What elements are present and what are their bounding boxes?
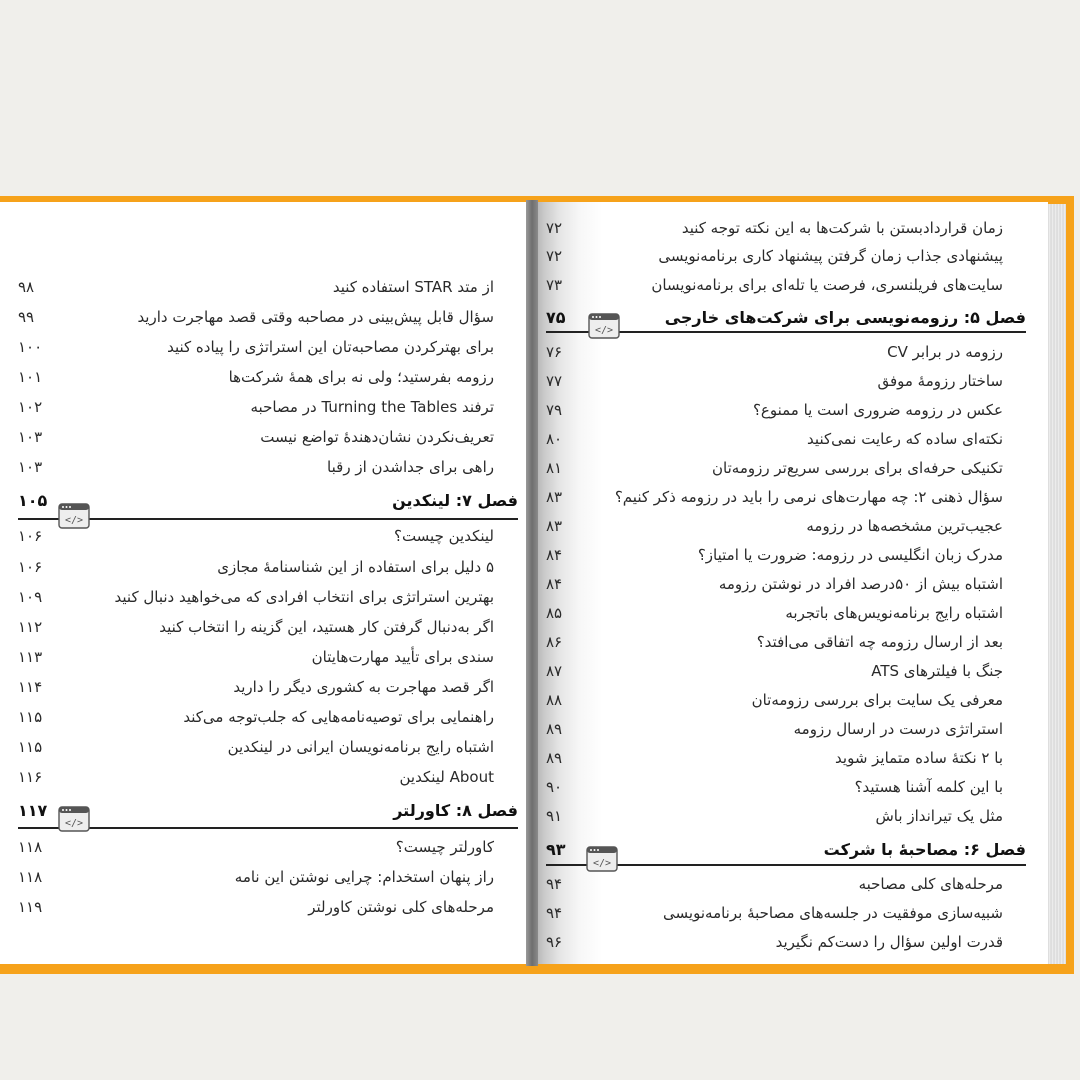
- entry-page-number: ۸۵: [546, 604, 563, 622]
- entry-title: استراتژی درست در ارسال رزومه: [793, 720, 1003, 738]
- entry-title: راز پنهان استخدام: چرایی نوشتن این نامه: [234, 868, 494, 886]
- entry-page-number: ۸۹: [546, 749, 563, 767]
- toc-entry: [573, 687, 1003, 713]
- entry-title: مدرک زبان انگلیسی در رزومه: ضرورت یا امتیاز؟: [697, 546, 1003, 564]
- toc-entry: [573, 900, 1003, 926]
- chapter-title: فصل ۷: لینکدین: [392, 491, 518, 510]
- entry-page-number: ۱۱۳: [18, 648, 43, 666]
- entry-page-number: ۸۱: [546, 459, 563, 477]
- entry-page-number: ۱۱۵: [18, 738, 43, 756]
- entry-title: ۵ دلیل برای استفاده از این شناسنامهٔ مجازی: [217, 558, 494, 576]
- entry-page-number: ۸۳: [546, 517, 563, 535]
- entry-page-number: ۱۱۹: [18, 898, 43, 916]
- code-window-icon: [586, 846, 618, 872]
- entry-title: تعریف‌نکردن نشان‌دهندهٔ تواضع نیست: [260, 428, 494, 446]
- toc-entry: [573, 929, 1003, 955]
- toc-entry: [24, 864, 494, 890]
- toc-entry: [573, 484, 1003, 510]
- entry-title: معرفی یک سایت برای بررسی رزومه‌تان: [751, 691, 1003, 709]
- book-spine: [526, 200, 538, 966]
- chapter-heading: [218, 488, 518, 514]
- toc-entry: [573, 455, 1003, 481]
- entry-title: جنگ با فیلترهای ATS: [871, 662, 1003, 680]
- entry-title: اگر به‌دنبال گرفتن کار هستید، این گزینه را انتخاب کنید: [159, 618, 494, 636]
- entry-title: شبیه‌سازی موفقیت در جلسه‌های مصاحبهٔ برنامه‌نویسی: [663, 904, 1003, 922]
- entry-title: بعد از ارسال رزومه چه اتفاقی می‌افتد؟: [756, 633, 1003, 651]
- entry-title: زمان قراردادبستن با شرکت‌ها به این نکته توجه کنید: [681, 219, 1003, 237]
- entry-title: راهنمایی برای توصیه‌نامه‌هایی که جلب‌توجه می‌کند: [183, 708, 494, 726]
- chapter-divider: [18, 518, 518, 520]
- entry-title: About لینکدین: [399, 768, 494, 786]
- left-page: [0, 202, 530, 964]
- entry-title: سؤال قابل پیش‌بینی در مصاحبه وقتی قصد مهاجرت دارید: [137, 308, 494, 326]
- entry-title: پیشنهادی جذاب زمان گرفتن پیشنهاد کاری برنامه‌نویسی: [658, 247, 1003, 265]
- right-page: [532, 202, 1048, 964]
- toc-entry: [573, 600, 1003, 626]
- toc-entry: [573, 368, 1003, 394]
- svg-text:</>: </>: [592, 858, 612, 869]
- entry-page-number: ۹۶: [546, 933, 563, 951]
- toc-entry: [24, 584, 494, 610]
- chapter-page-number: ۷۵: [546, 308, 566, 327]
- entry-page-number: ۹۱: [546, 807, 563, 825]
- entry-page-number: ۱۱۵: [18, 708, 43, 726]
- toc-entry: [24, 764, 494, 790]
- entry-title: رزومه در برابر CV: [887, 343, 1003, 361]
- chapter-heading: [666, 837, 1026, 863]
- toc-entry: [24, 454, 494, 480]
- entry-title: رزومه بفرستید؛ ولی نه برای همهٔ شرکت‌ها: [228, 368, 494, 386]
- entry-title: با ۲ نکتهٔ ساده متمایز شوید: [835, 749, 1003, 767]
- entry-page-number: ۷۲: [546, 247, 563, 265]
- toc-entry: [24, 674, 494, 700]
- toc-entry: [573, 716, 1003, 742]
- entry-page-number: ۹۴: [546, 904, 563, 922]
- toc-entry: [573, 397, 1003, 423]
- toc-entry: [573, 272, 1003, 298]
- entry-page-number: ۸۶: [546, 633, 563, 651]
- entry-page-number: ۹۴: [546, 875, 563, 893]
- toc-entry: [24, 834, 494, 860]
- toc-entry: [24, 424, 494, 450]
- svg-text:</>: </>: [64, 818, 84, 829]
- toc-entry: [24, 334, 494, 360]
- entry-page-number: ۱۱۸: [18, 838, 43, 856]
- entry-page-number: ۷۳: [546, 276, 563, 294]
- entry-page-number: ۹۸: [18, 278, 35, 296]
- chapter-title: فصل ۸: کاورلتر: [393, 801, 518, 820]
- chapter-page-number: ۹۳: [546, 840, 566, 859]
- entry-page-number: ۱۰۱: [18, 368, 43, 386]
- entry-page-number: ۱۰۶: [18, 558, 43, 576]
- toc-entry: [24, 364, 494, 390]
- toc-entry: [24, 394, 494, 420]
- svg-text:</>: </>: [64, 515, 84, 526]
- toc-entry: [573, 513, 1003, 539]
- chapter-heading: [218, 798, 518, 824]
- entry-title: اگر قصد مهاجرت به کشوری دیگر را دارید: [233, 678, 494, 696]
- page-stack-edge: [1048, 204, 1066, 964]
- entry-page-number: ۷۶: [546, 343, 563, 361]
- toc-entry: [573, 426, 1003, 452]
- entry-title: برای بهترکردن مصاحبه‌تان این استراتژی را پیاده کنید: [167, 338, 494, 356]
- toc-entry: [24, 644, 494, 670]
- entry-page-number: ۸۴: [546, 546, 563, 564]
- entry-page-number: ۸۹: [546, 720, 563, 738]
- toc-entry: [24, 894, 494, 920]
- toc-entry: [573, 803, 1003, 829]
- entry-title: اشتباه رایج برنامه‌نویس‌های باتجربه: [785, 604, 1003, 622]
- toc-entry: [573, 774, 1003, 800]
- entry-page-number: ۱۱۲: [18, 618, 43, 636]
- entry-title: سایت‌های فریلنسری، فرصت یا تله‌ای برای برنامه‌نویسان: [651, 276, 1003, 294]
- entry-page-number: ۱۰۳: [18, 428, 43, 446]
- entry-title: نکته‌ای ساده که رعایت نمی‌کنید: [807, 430, 1003, 448]
- entry-title: سؤال ذهنی ۲: چه مهارت‌های نرمی را باید در رزومه ذکر کنیم؟: [614, 488, 1003, 506]
- entry-page-number: ۱۱۶: [18, 768, 43, 786]
- toc-entry: [24, 704, 494, 730]
- entry-title: قدرت اولین سؤال را دست‌کم نگیرید: [775, 933, 1003, 951]
- chapter-title: فصل ۵: رزومه‌نویسی برای شرکت‌های خارجی: [664, 308, 1026, 327]
- entry-title: اشتباه بیش از ۵۰درصد افراد در نوشتن رزومه: [718, 575, 1003, 593]
- entry-page-number: ۸۴: [546, 575, 563, 593]
- toc-entry: [24, 274, 494, 300]
- svg-text:</>: </>: [594, 325, 614, 336]
- toc-entry: [573, 215, 1003, 241]
- entry-title: اشتباه رایج برنامه‌نویسان ایرانی در لینکدین: [227, 738, 494, 756]
- entry-page-number: ۸۷: [546, 662, 563, 680]
- entry-page-number: ۱۱۸: [18, 868, 43, 886]
- entry-page-number: ۷۹: [546, 401, 563, 419]
- toc-entry: [24, 304, 494, 330]
- toc-entry: [24, 523, 494, 549]
- toc-entry: [573, 243, 1003, 269]
- entry-title: راهی برای جداشدن از رقبا: [327, 458, 494, 476]
- toc-entry: [573, 871, 1003, 897]
- chapter-divider: [18, 827, 518, 829]
- entry-title: مثل یک تیرانداز باش: [875, 807, 1003, 825]
- code-window-icon: [588, 313, 620, 339]
- toc-entry: [573, 745, 1003, 771]
- toc-entry: [24, 734, 494, 760]
- toc-entry: [573, 542, 1003, 568]
- entry-page-number: ۱۱۴: [18, 678, 43, 696]
- entry-title: مرحله‌های کلی نوشتن کاورلتر: [308, 898, 494, 916]
- entry-title: عکس در رزومه ضروری است یا ممنوع؟: [752, 401, 1003, 419]
- entry-page-number: ۱۰۳: [18, 458, 43, 476]
- chapter-page-number: ۱۱۷: [18, 801, 48, 820]
- entry-title: ساختار رزومهٔ موفق: [877, 372, 1003, 390]
- entry-page-number: ۸۰: [546, 430, 563, 448]
- toc-entry: [24, 614, 494, 640]
- entry-page-number: ۸۳: [546, 488, 563, 506]
- entry-title: تکنیکی حرفه‌ای برای بررسی سریع‌تر رزومه‌تان: [712, 459, 1003, 477]
- chapter-page-number: ۱۰۵: [18, 491, 48, 510]
- entry-title: سندی برای تأیید مهارت‌هایتان: [311, 648, 494, 666]
- toc-entry: [573, 339, 1003, 365]
- code-window-icon: [58, 806, 90, 832]
- entry-title: کاورلتر چیست؟: [395, 838, 494, 856]
- entry-title: بهترین استراتژی برای انتخاب افرادی که می‌خواهید دنبال کنید: [114, 588, 494, 606]
- entry-title: با این کلمه آشنا هستید؟: [854, 778, 1003, 796]
- entry-title: مرحله‌های کلی مصاحبه: [858, 875, 1003, 893]
- entry-title: از متد STAR استفاده کنید: [332, 278, 494, 296]
- chapter-divider: [546, 864, 1026, 866]
- open-book: [0, 196, 1074, 974]
- entry-page-number: ۱۰۲: [18, 398, 43, 416]
- chapter-heading: [666, 305, 1026, 331]
- entry-page-number: ۷۷: [546, 372, 563, 390]
- entry-page-number: ۹۰: [546, 778, 563, 796]
- entry-title: لینکدین چیست؟: [393, 527, 494, 545]
- toc-entry: [573, 629, 1003, 655]
- entry-page-number: ۷۲: [546, 219, 563, 237]
- entry-title: ترفند Turning the Tables در مصاحبه: [250, 398, 494, 416]
- chapter-title: فصل ۶: مصاحبهٔ با شرکت: [823, 840, 1026, 859]
- entry-page-number: ۱۰۰: [18, 338, 43, 356]
- entry-page-number: ۱۰۹: [18, 588, 43, 606]
- entry-page-number: ۸۸: [546, 691, 563, 709]
- toc-entry: [24, 554, 494, 580]
- toc-entry: [573, 658, 1003, 684]
- entry-page-number: ۱۰۶: [18, 527, 43, 545]
- entry-title: عجیب‌ترین مشخصه‌ها در رزومه: [806, 517, 1003, 535]
- entry-page-number: ۹۹: [18, 308, 35, 326]
- toc-entry: [573, 571, 1003, 597]
